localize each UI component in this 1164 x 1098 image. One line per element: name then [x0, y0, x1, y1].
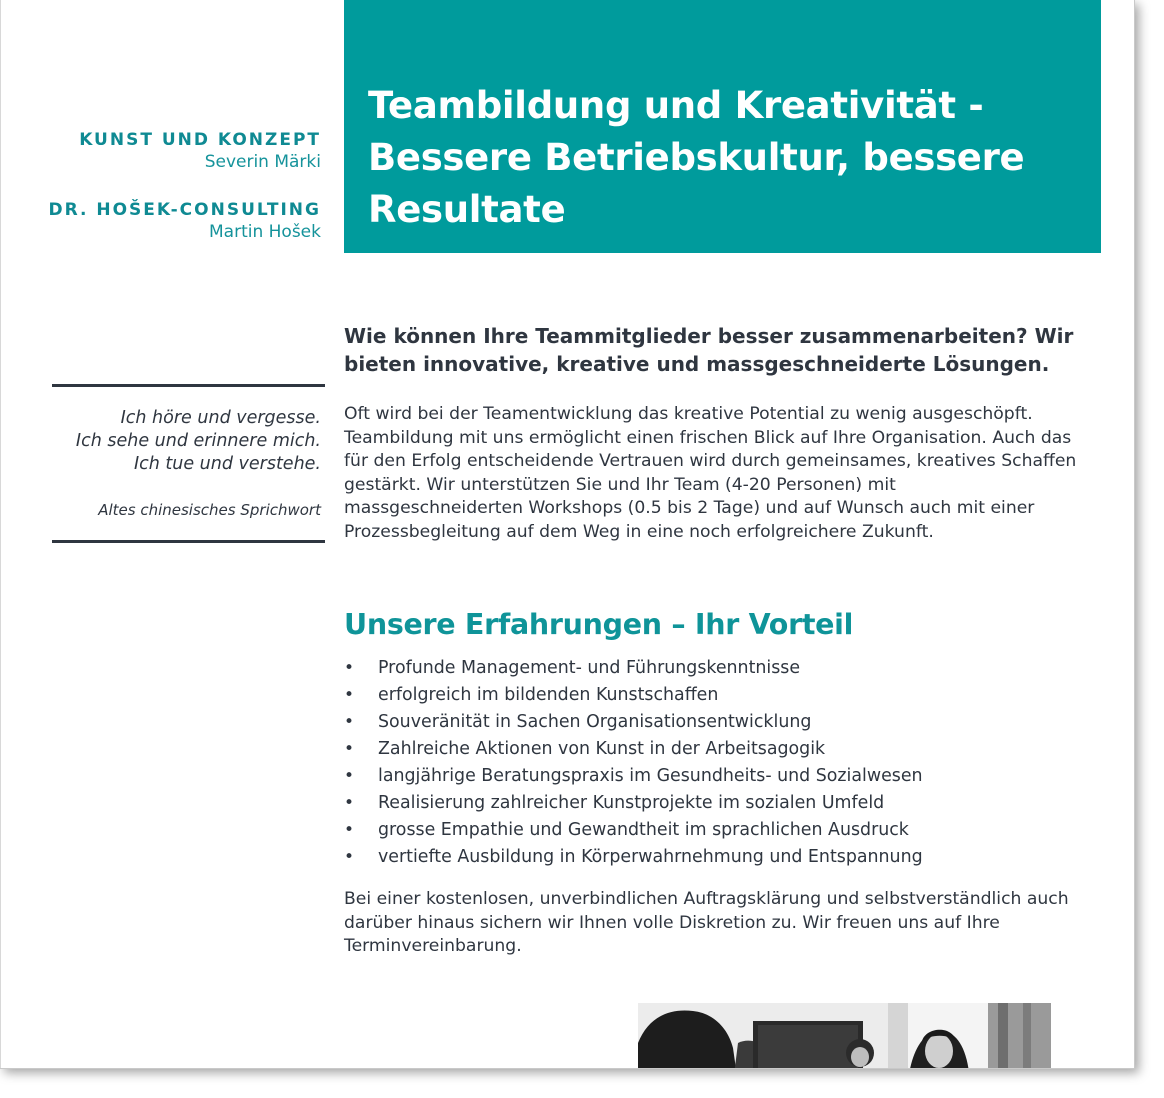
firm-hosek-consulting: [48, 199, 321, 243]
list-item-text: Zahlreiche Aktionen von Kunst in der Arbeitsagogik: [378, 739, 826, 759]
firm-person: Severin Märki: [204, 152, 321, 172]
section-heading: Unsere Erfahrungen – Ihr Vorteil: [344, 608, 854, 641]
bullet-icon: •: [344, 847, 355, 867]
list-item: [344, 790, 1084, 817]
firm-person: Martin Hošek: [209, 222, 321, 242]
lead-paragraph: Wie können Ihre Teammitglieder besser zusammenarbeiten? Wir bieten innovative, kreative und massgeschneiderte Lösungen.: [344, 324, 1074, 376]
quote-source: Altes chinesisches Sprichwort: [98, 501, 321, 519]
intro-paragraph: Oft wird bei der Teamentwicklung das kreative Potential zu wenig ausgeschöpft. Teambildung mit uns ermöglicht einen frischen Blick auf Ihre Organisation. Auch das für den Erfolg entscheidende Vertrauen wird durch gemeinsames, kreatives Schaffen gestärkt. Wir unterstützen Sie und Ihr Team (4-20 Personen) mit massgeschneiderten Workshops (0.5 bis 2 Tage) und auf Wunsch auch mit einer Prozessbegleitung auf dem Weg in eine noch erfolgreichere Zukunft.: [344, 404, 1077, 542]
team-photo: [638, 1003, 1051, 1069]
quote-bottom-rule: [52, 540, 325, 543]
quote-line: Ich tue und verstehe.: [133, 454, 321, 474]
bullet-icon: •: [344, 766, 355, 786]
list-item: [344, 817, 1084, 844]
firm-kunst-und-konzept: [79, 129, 321, 173]
list-item: [344, 709, 1084, 736]
quote-line: Ich höre und vergesse.: [120, 408, 321, 428]
bullet-icon: •: [344, 658, 355, 678]
bullet-icon: •: [344, 712, 355, 732]
page-title: Teambildung und Kreativität - Bessere Betriebskultur, bessere Resultate: [368, 84, 1025, 231]
bullet-icon: •: [344, 685, 355, 705]
list-item: [344, 844, 1084, 871]
list-item: [344, 655, 1084, 682]
quote: [52, 407, 321, 476]
quote-line: Ich sehe und erinnere mich.: [75, 431, 321, 451]
list-item-text: langjährige Beratungspraxis im Gesundheits- und Sozialwesen: [378, 766, 923, 786]
list-item-text: vertiefte Ausbildung in Körperwahrnehmung und Entspannung: [378, 847, 923, 867]
firm-name: KUNST UND KONZEPT: [79, 130, 321, 150]
firm-name: DR. HOŠEK-CONSULTING: [48, 200, 321, 220]
list-item-text: Profunde Management- und Führungskenntnisse: [378, 658, 801, 678]
advantages-list: [344, 655, 1084, 871]
list-item: [344, 763, 1084, 790]
quote-top-rule: [52, 384, 325, 387]
page-edge: [0, 0, 1, 1068]
title-banner: [344, 0, 1101, 253]
bullet-icon: •: [344, 793, 355, 813]
list-item-text: Realisierung zahlreicher Kunstprojekte im sozialen Umfeld: [378, 793, 885, 813]
bullet-icon: •: [344, 820, 355, 840]
list-item: [344, 682, 1084, 709]
list-item-text: erfolgreich im bildenden Kunstschaffen: [378, 685, 719, 705]
bullet-icon: •: [344, 739, 355, 759]
closing-paragraph: Bei einer kostenlosen, unverbindlichen Auftragsklärung und selbstverständlich auch darüber hinaus sichern wir Ihnen volle Diskretion zu. Wir freuen uns auf Ihre Terminvereinbarung.: [344, 889, 1069, 956]
list-item-text: grosse Empathie und Gewandtheit im sprachlichen Ausdruck: [378, 820, 909, 840]
list-item: [344, 736, 1084, 763]
list-item-text: Souveränität in Sachen Organisationsentwicklung: [378, 712, 812, 732]
